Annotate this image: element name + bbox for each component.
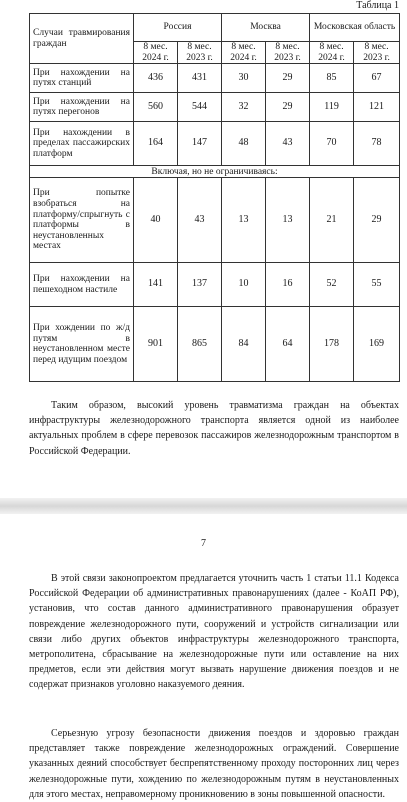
table-row [30, 93, 400, 122]
cell-value: 13 [222, 178, 266, 263]
header-period-2023: 8 мес. 2023 г. [178, 42, 222, 64]
cell-value: 67 [354, 64, 400, 93]
cell-value: 560 [134, 93, 178, 122]
cell-value: 85 [310, 64, 354, 93]
cell-value: 164 [134, 122, 178, 166]
cell-value: 21 [310, 178, 354, 263]
header-cases: Случаи травмирования граждан [30, 14, 134, 64]
header-region-russia: Россия [134, 14, 222, 42]
cell-value: 169 [354, 307, 400, 382]
cell-value: 901 [134, 307, 178, 382]
header-period-2023: 8 мес. 2023 г. [266, 42, 310, 64]
cell-value: 147 [178, 122, 222, 166]
cell-value: 865 [178, 307, 222, 382]
header-period-2024: 8 мес. 2024 г. [134, 42, 178, 64]
row-label: При нахождении на путях станций [30, 64, 134, 93]
page-separator [0, 498, 407, 514]
conclusion-paragraph: Таким образом, высокий уровень травматизма граждан на объектах инфраструктуры железнодорожного транспорта является одной из наиболее актуальных проблем в сфере перевозок пассажиров железнодорожным транспортом в Российской Федерации. [29, 400, 399, 457]
body-paragraph: Серьезную угрозу безопасности движения поездов и здоровью граждан представляет также повреждение железнодорожных ограждений. Совершение указанных деяний способствует беспрепятственному проходу посторонних лиц через железнодорожные пути, хождению по железнодорожным путям в неустановленных для этого местах, неправомерному проникновению в зоны повышенной опасности. [29, 728, 399, 800]
header-region-moscow-oblast: Московская область [310, 14, 400, 42]
table-caption: Таблица 1 [356, 0, 399, 11]
document-page-2 [0, 514, 407, 800]
injury-statistics-table [29, 13, 400, 382]
cell-value: 544 [178, 93, 222, 122]
header-period-2024: 8 мес. 2024 г. [310, 42, 354, 64]
cell-value: 119 [310, 93, 354, 122]
row-label: При нахождении на путях перегонов [30, 93, 134, 122]
table-row [30, 178, 400, 263]
cell-value: 29 [266, 93, 310, 122]
cell-value: 52 [310, 263, 354, 307]
cell-value: 121 [354, 93, 400, 122]
table-subheader-row [30, 166, 400, 178]
cell-value: 436 [134, 64, 178, 93]
cell-value: 32 [222, 93, 266, 122]
table-subheader: Включая, но не ограничиваясь: [30, 166, 400, 178]
cell-value: 84 [222, 307, 266, 382]
cell-value: 43 [178, 178, 222, 263]
body-paragraph: В этой связи законопроектом предлагается уточнить часть 1 статьи 11.1 Кодекса Российской Федерации об административных правонарушениях (далее - КоАП РФ), установив, что состав данного административного правонарушения образует повреждение железнодорожного пути, сооружений и устройств сигнализации или связи либо других объектов инфраструктуры железнодорожного транспорта, метрополитена, сбрасывание на железнодорожные пути или оставление на них предметов, если эти действия могут вызвать нарушение движения поездов и не содержат признаков уголовно наказуемого деяния. [29, 573, 399, 691]
header-period-2023: 8 мес. 2023 г. [354, 42, 400, 64]
cell-value: 10 [222, 263, 266, 307]
row-label: При нахождении в пределах пассажирских платформ [30, 122, 134, 166]
cell-value: 13 [266, 178, 310, 263]
cell-value: 29 [354, 178, 400, 263]
page-number: 7 [201, 538, 206, 549]
row-label: При хождении по ж/д путям в неустановленном месте перед идущим поездом [30, 307, 134, 382]
table-row [30, 64, 400, 93]
cell-value: 70 [310, 122, 354, 166]
cell-value: 137 [178, 263, 222, 307]
cell-value: 29 [266, 64, 310, 93]
cell-value: 16 [266, 263, 310, 307]
cell-value: 431 [178, 64, 222, 93]
cell-value: 30 [222, 64, 266, 93]
cell-value: 48 [222, 122, 266, 166]
header-period-2024: 8 мес. 2024 г. [222, 42, 266, 64]
cell-value: 64 [266, 307, 310, 382]
table-row [30, 307, 400, 382]
cell-value: 78 [354, 122, 400, 166]
cell-value: 55 [354, 263, 400, 307]
table-row [30, 263, 400, 307]
row-label: При нахождении на пешеходном настиле [30, 263, 134, 307]
table-row [30, 122, 400, 166]
table-header-row [30, 14, 400, 42]
cell-value: 40 [134, 178, 178, 263]
cell-value: 178 [310, 307, 354, 382]
cell-value: 43 [266, 122, 310, 166]
row-label: При попытке взобраться на платформу/спрыгнуть с платформы в неустановленных местах [30, 178, 134, 263]
header-region-moscow: Москва [222, 14, 310, 42]
cell-value: 141 [134, 263, 178, 307]
